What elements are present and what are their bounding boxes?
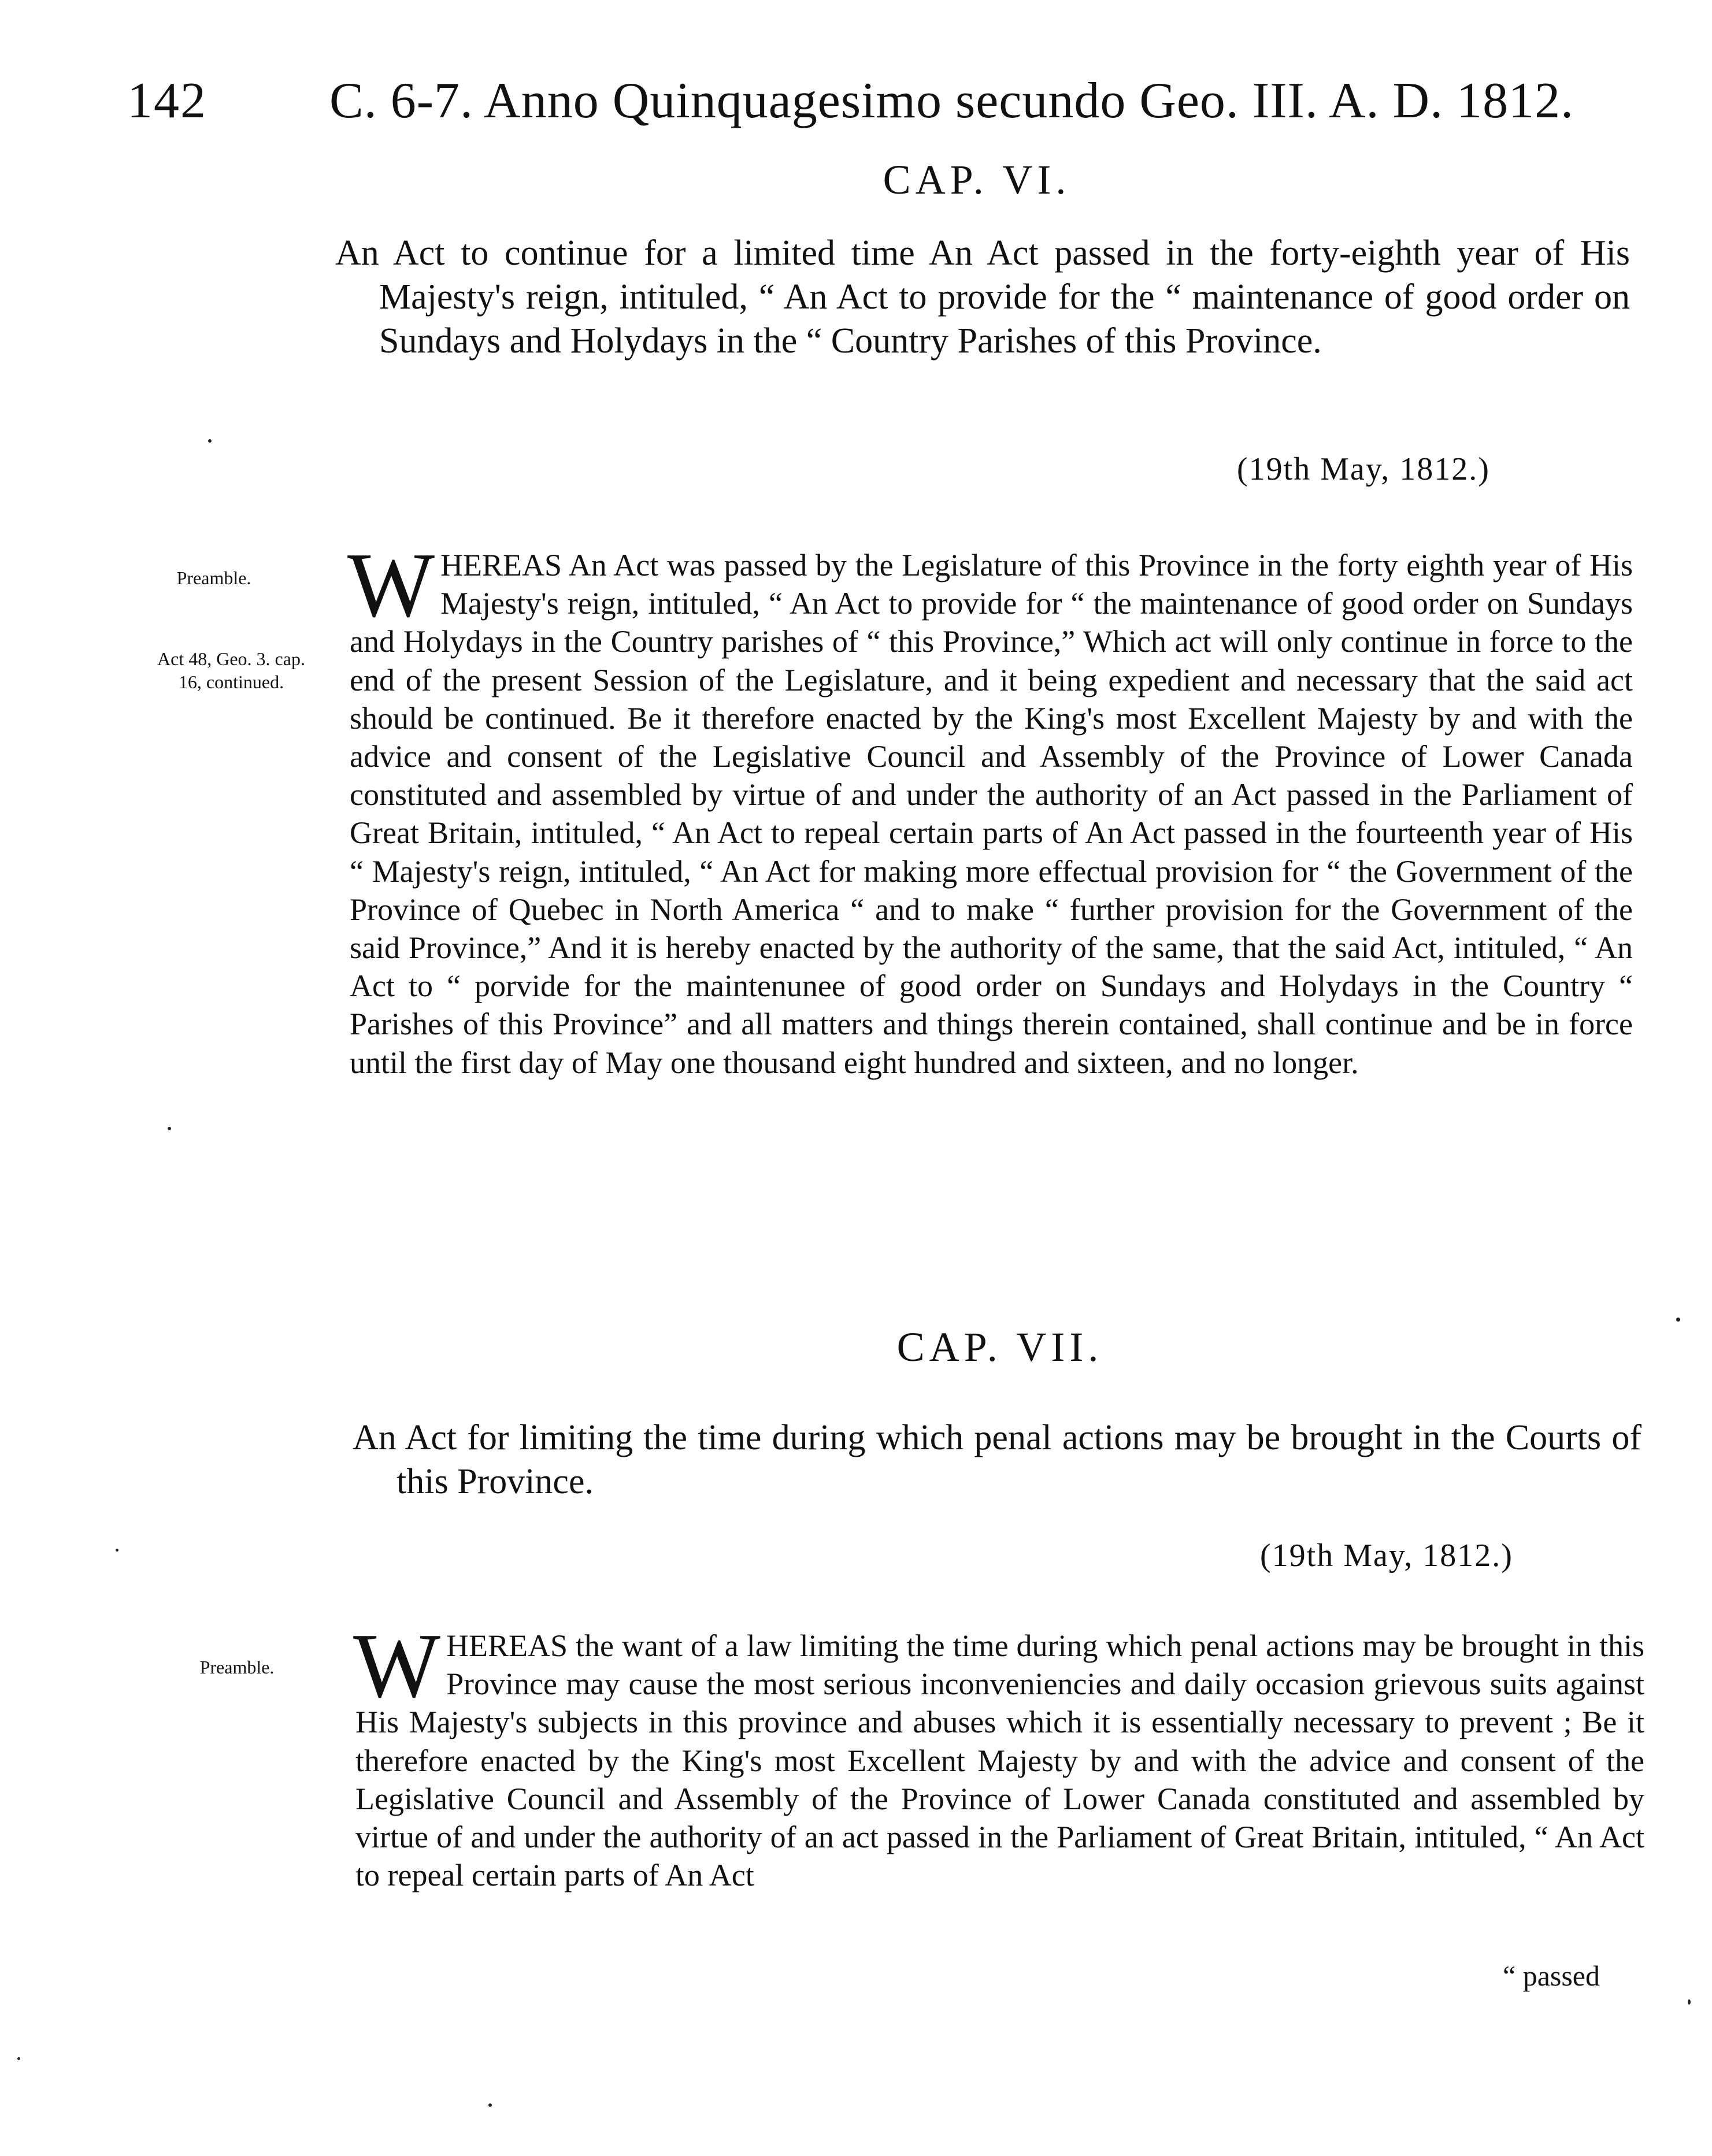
act-body-cap-vi [347, 533, 1633, 1240]
scan-speck [17, 2057, 20, 2060]
act-title-text: An Act for limiting the time during which penal actions may be brought in the Courts of this Province. [353, 1418, 1641, 1501]
chapter-heading-cap-vii: CAP. VII. [896, 1324, 1103, 1370]
drop-cap: W [353, 1614, 441, 1717]
running-title: C. 6-7. Anno Quinquagesimo secundo Geo. III. A. D. 1812. [329, 73, 1574, 129]
act-date-cap-vii: (19th May, 1812.) [1260, 1538, 1513, 1574]
scan-speck [168, 1127, 171, 1130]
act-date-cap-vi: (19th May, 1812.) [1237, 451, 1490, 487]
act-body-cap-vii [353, 1614, 1644, 1950]
margin-note-act-reference: Act 48, Geo. 3. cap. 16, continued. [157, 648, 305, 692]
catchword: “ passed [1503, 1960, 1600, 1992]
act-title-cap-vi [335, 231, 1630, 363]
scan-speck [488, 2103, 492, 2107]
chapter-heading-cap-vi: CAP. VI. [883, 157, 1071, 203]
act-title-cap-vii [353, 1416, 1641, 1504]
act-body-text: HEREAS An Act was passed by the Legislature of this Province in the forty eighth year of His Majesty's reign, intituled, “ An Act to provide for “ the maintenance of good order on Sundays and Holydays in the Country parishes of “ this Province,” Which act will only continue in force to the end of the present Session of the Legislature, and it being expedient and necessary that the said act should be continued. Be it therefore enacted by the King's most Excellent Majesty by and with the advice and consent of the Legislative Council and Assembly of the Province of Lower Canada constituted and assembled by virtue of and under the authority of an Act passed in the Parliament of Great Britain, intituled, “ An Act to repeal certain parts of An Act passed in the fourteenth year of His “ Majesty's reign, intituled, “ An Act for making more effectual provision for “ the Government of the Province of Quebec in North America “ and to make “ further provision for the Government of the said Province,” And it is hereby enacted by the authority of the same, that the said Act, intituled, “ An Act to “ porvide for the maintenunee of good order on Sundays and Holydays in the Country “ Parishes of this Province” and all matters and things therein contained, shall continue and be in force until the first day of May one thousand eight hundred and sixteen, and no longer. [350, 548, 1633, 1080]
scan-speck [1688, 1999, 1691, 2005]
scan-speck [1676, 1318, 1680, 1322]
scan-speck [208, 439, 212, 443]
page-number: 142 [127, 73, 207, 129]
act-title-text: An Act to continue for a limited time An Act passed in the forty-eighth year of His Majesty's reign, intituled, “ An Act to provide for the “ maintenance of good order on Sundays and Holydays in the “ Country Parishes of this Province. [335, 233, 1630, 361]
margin-note-preamble: Preamble. [176, 567, 251, 588]
drop-cap: W [347, 533, 435, 636]
scan-speck [116, 1549, 118, 1552]
margin-note-preamble: Preamble. [199, 1657, 275, 1678]
running-head [127, 69, 1618, 133]
act-body-text: HEREAS the want of a law limiting the time during which penal actions may be brought in this Province may cause the most serious inconveniencies and daily occasion grievous suits against His Majesty's subjects in this province and abuses which it is essentially necessary to prevent ; Be it therefore enacted by the King's most Excellent Majesty by and with the advice and consent of the Legislative Council and Assembly of the Province of Lower Canada constituted and assembled by virtue of and under the authority of an act passed in the Parliament of Great Britain, intituled, “ An Act to repeal certain parts of An Act [355, 1628, 1644, 1893]
